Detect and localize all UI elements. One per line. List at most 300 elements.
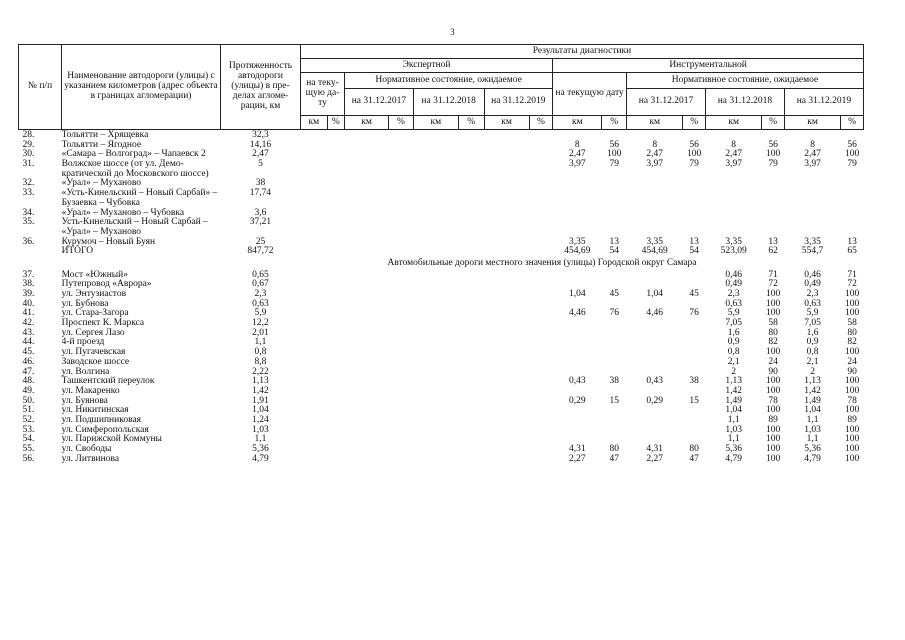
road-name: Курумоч – Новый Буян	[61, 236, 156, 247]
table-row	[19, 455, 864, 465]
row-number: 30.	[22, 149, 35, 160]
row-number: 28.	[22, 130, 35, 140]
value-pct	[602, 179, 627, 189]
value-pct: 80	[689, 444, 699, 454]
value-pct	[529, 247, 553, 257]
road-length: 0,65	[252, 269, 269, 280]
value-pct	[458, 406, 484, 416]
value-pct: 100	[845, 424, 860, 435]
value-pct	[602, 338, 627, 348]
row-number: 37.	[22, 269, 35, 280]
value-pct	[841, 179, 864, 189]
table-header	[19, 45, 864, 130]
value-pct: 100	[687, 149, 702, 160]
value-km	[627, 271, 683, 281]
value-km	[300, 377, 327, 387]
value-km: 1,6	[806, 327, 819, 338]
value-pct	[458, 179, 484, 189]
value-km	[300, 300, 327, 310]
value-pct	[389, 179, 414, 189]
row-number: 56.	[22, 453, 35, 464]
road-length: 1,91	[252, 395, 269, 406]
value-km	[627, 209, 683, 219]
value-km	[300, 150, 327, 160]
unit-pct: %	[602, 116, 627, 130]
value-pct	[458, 309, 484, 319]
value-pct: 100	[845, 434, 860, 445]
value-km	[553, 130, 602, 141]
value-pct	[327, 358, 344, 368]
value-km: 3,35	[804, 236, 821, 247]
value-pct	[327, 150, 344, 160]
value-km	[300, 247, 327, 257]
value-pct	[389, 368, 414, 378]
value-km	[413, 271, 458, 281]
value-km	[300, 130, 327, 141]
unit-km: км	[627, 116, 683, 130]
value-pct: 45	[689, 289, 699, 299]
road-name: ул. Энтузиастов	[61, 289, 127, 299]
value-pct	[602, 319, 627, 329]
table-row	[19, 247, 864, 257]
section-row	[19, 257, 864, 271]
value-km: 0,29	[568, 395, 586, 406]
value-km	[300, 338, 327, 348]
value-pct	[389, 300, 414, 310]
value-km: 1,42	[804, 385, 821, 396]
value-km: 1,6	[727, 327, 740, 338]
value-km: 4,31	[646, 444, 664, 454]
value-pct	[458, 368, 484, 378]
value-km: 4,46	[568, 308, 586, 319]
value-km: 2,3	[727, 289, 740, 299]
value-pct	[602, 329, 627, 339]
row-number: 44.	[22, 337, 35, 348]
table-row	[19, 218, 864, 237]
value-km	[300, 406, 327, 416]
value-km: 1,03	[725, 424, 742, 435]
value-pct	[529, 309, 553, 319]
road-length: 1,1	[254, 337, 267, 348]
value-pct	[683, 416, 706, 426]
value-km	[484, 141, 529, 151]
road-name: Путепровод «Аврора»	[61, 279, 152, 290]
value-pct	[327, 218, 344, 237]
value-km	[484, 445, 529, 455]
value-pct	[458, 280, 484, 290]
value-km	[300, 290, 327, 300]
value-km	[484, 150, 529, 160]
value-pct	[762, 130, 785, 141]
value-pct	[458, 387, 484, 397]
value-km	[345, 141, 389, 151]
value-km: 1,1	[727, 414, 740, 425]
unit-km: км	[484, 116, 529, 130]
value-km: 1,1	[806, 434, 819, 445]
value-km	[413, 319, 458, 329]
road-name: Тольятти – Хрящевка	[61, 130, 149, 140]
value-pct	[683, 358, 706, 368]
value-pct	[602, 209, 627, 219]
value-km	[413, 426, 458, 436]
road-name: ул. Бубнова	[61, 298, 109, 309]
value-km	[345, 290, 389, 300]
value-km	[627, 329, 683, 339]
unit-pct: %	[458, 116, 484, 130]
road-length: 2,47	[252, 149, 269, 160]
value-pct: 100	[845, 149, 860, 160]
value-km	[413, 290, 458, 300]
value-pct	[389, 218, 414, 237]
value-km	[413, 160, 458, 179]
value-km	[345, 309, 389, 319]
value-km	[413, 377, 458, 387]
value-pct: 100	[845, 308, 860, 319]
value-pct	[389, 445, 414, 455]
value-km	[484, 271, 529, 281]
value-km	[705, 189, 761, 208]
road-length: 1,04	[252, 405, 269, 416]
value-km	[484, 238, 529, 248]
value-pct	[529, 358, 553, 368]
value-pct	[389, 247, 414, 257]
value-km	[413, 416, 458, 426]
value-km	[413, 189, 458, 208]
value-km	[300, 387, 327, 397]
value-km	[413, 247, 458, 257]
road-length: 0,8	[254, 347, 267, 358]
value-km	[413, 300, 458, 310]
value-km	[484, 406, 529, 416]
value-pct	[529, 218, 553, 237]
value-km	[413, 218, 458, 237]
value-km	[345, 397, 389, 407]
value-km: 7,05	[804, 318, 821, 329]
value-km	[413, 445, 458, 455]
row-number: 49.	[22, 385, 35, 396]
value-pct	[529, 319, 553, 329]
value-km	[300, 209, 327, 219]
value-km	[300, 358, 327, 368]
value-km	[413, 455, 458, 465]
value-pct	[602, 426, 627, 436]
table-row	[19, 160, 864, 179]
value-km	[413, 141, 458, 151]
value-km	[484, 218, 529, 237]
value-km: 1,42	[725, 385, 742, 396]
value-pct: 100	[845, 405, 860, 416]
value-km	[300, 280, 327, 290]
value-pct	[683, 130, 706, 141]
road-length: 2,01	[252, 327, 269, 338]
road-name: Мост «Южный»	[61, 269, 128, 280]
value-pct	[458, 319, 484, 329]
value-pct: 38	[609, 376, 619, 387]
value-km	[484, 280, 529, 290]
value-pct	[458, 455, 484, 465]
value-km: 8	[652, 139, 658, 150]
value-pct	[529, 426, 553, 436]
value-km: 5,36	[725, 444, 742, 454]
value-km	[413, 238, 458, 248]
results-header: Результаты диагностики	[300, 45, 863, 59]
value-pct	[389, 309, 414, 319]
road-name: ул. Стара-Загора	[61, 308, 129, 319]
value-pct	[327, 290, 344, 300]
value-km: 1,1	[727, 434, 740, 445]
value-km: 0,43	[568, 376, 586, 387]
value-km	[553, 329, 602, 339]
value-pct	[327, 300, 344, 310]
value-pct	[458, 160, 484, 179]
value-pct	[327, 247, 344, 257]
road-name: Волжское шоссе (от ул. Демо-кратической до Московского шоссе)	[61, 159, 209, 179]
instrumental-current-header: на текущую дату	[553, 73, 627, 116]
value-pct	[389, 290, 414, 300]
value-pct	[389, 150, 414, 160]
value-pct	[683, 338, 706, 348]
value-pct: 72	[768, 279, 778, 290]
value-pct	[327, 338, 344, 348]
value-pct	[389, 358, 414, 368]
value-km	[345, 387, 389, 397]
value-pct	[389, 416, 414, 426]
value-pct: 38	[689, 376, 699, 387]
value-km: 5,9	[727, 308, 740, 319]
value-pct	[327, 455, 344, 465]
section-title: Автомобильные дороги местного значения (улицы) Городской округ Самара	[387, 257, 697, 268]
value-km	[484, 247, 529, 257]
value-pct	[458, 290, 484, 300]
value-pct	[683, 348, 706, 358]
value-km: 0,8	[727, 347, 740, 358]
value-km: 1,1	[806, 414, 819, 425]
value-pct	[327, 445, 344, 455]
expert-2017-header: на 31.12.2017	[345, 89, 414, 116]
value-pct: 71	[768, 269, 778, 280]
value-km: 554,7	[801, 246, 824, 257]
value-km	[345, 435, 389, 445]
road-length: 1,1	[254, 434, 267, 445]
value-pct: 80	[768, 327, 778, 338]
value-km: 0,46	[725, 269, 742, 280]
value-pct	[327, 319, 344, 329]
value-km	[484, 290, 529, 300]
value-pct	[602, 348, 627, 358]
value-km	[345, 150, 389, 160]
value-pct	[458, 426, 484, 436]
value-km: 2,27	[568, 453, 586, 464]
value-km	[553, 358, 602, 368]
value-pct	[327, 406, 344, 416]
road-name: «Самара – Волгоград» – Чапаевск 2	[61, 149, 206, 160]
value-km: 0,29	[646, 395, 664, 406]
value-km	[484, 348, 529, 358]
value-km: 1,03	[804, 424, 821, 435]
value-pct	[529, 338, 553, 348]
value-pct: 100	[607, 149, 622, 160]
value-pct: 56	[609, 139, 619, 150]
value-pct	[389, 271, 414, 281]
value-km: 2,47	[646, 149, 664, 160]
value-pct	[327, 435, 344, 445]
value-pct: 13	[847, 236, 857, 247]
value-km	[553, 271, 602, 281]
value-km	[345, 358, 389, 368]
value-km	[345, 426, 389, 436]
value-pct: 100	[845, 444, 860, 454]
value-km: 3,97	[804, 159, 821, 170]
value-km	[300, 141, 327, 151]
value-km	[345, 218, 389, 237]
value-pct	[602, 218, 627, 237]
value-km	[300, 426, 327, 436]
value-pct: 100	[765, 298, 781, 309]
value-km	[345, 455, 389, 465]
value-km	[345, 247, 389, 257]
road-length: 37,21	[249, 217, 272, 228]
value-pct	[458, 141, 484, 151]
instrumental-normative-header: Нормативное состояние, ожидаемое	[627, 73, 864, 89]
value-km	[705, 130, 761, 141]
value-pct: 13	[768, 236, 778, 247]
row-number: 47.	[22, 366, 35, 377]
value-km	[484, 358, 529, 368]
instrumental-2018-header: на 31.12.2018	[705, 89, 784, 116]
value-pct: 54	[689, 246, 699, 257]
instrumental-header: Инструментальной	[553, 59, 864, 73]
value-km	[627, 416, 683, 426]
value-pct: 100	[765, 289, 781, 299]
value-pct: 58	[847, 318, 857, 329]
value-pct: 82	[768, 337, 778, 348]
value-km	[413, 150, 458, 160]
value-km: 8	[810, 139, 815, 150]
value-pct	[529, 445, 553, 455]
value-km	[484, 455, 529, 465]
value-km	[553, 218, 602, 237]
value-km	[553, 406, 602, 416]
value-km: 0,49	[804, 279, 821, 290]
value-pct	[327, 209, 344, 219]
value-pct: 47	[689, 453, 699, 464]
road-length: 847,72	[247, 246, 274, 257]
road-name: ул. Буянова	[61, 395, 108, 406]
table-row	[19, 189, 864, 208]
value-km: 0,46	[804, 269, 821, 280]
value-km	[627, 426, 683, 436]
value-pct	[529, 238, 553, 248]
value-pct	[529, 416, 553, 426]
value-pct: 47	[609, 453, 619, 464]
value-pct	[529, 377, 553, 387]
value-km	[553, 348, 602, 358]
row-number: 40.	[22, 298, 35, 309]
value-pct	[327, 387, 344, 397]
value-pct	[529, 329, 553, 339]
value-km: 3,35	[725, 236, 742, 247]
value-km	[484, 209, 529, 219]
value-km: 0,63	[804, 298, 821, 309]
road-length: 2,22	[252, 366, 269, 377]
unit-km: км	[553, 116, 602, 130]
value-km	[300, 319, 327, 329]
value-km	[627, 218, 683, 237]
row-number: 38.	[22, 279, 35, 290]
value-km	[627, 179, 683, 189]
value-km	[484, 329, 529, 339]
value-km	[484, 309, 529, 319]
expert-2019-header: на 31.12.2019	[484, 89, 553, 116]
road-name: ул. Макаренко	[61, 385, 120, 396]
value-pct	[602, 189, 627, 208]
value-pct: 100	[765, 385, 781, 396]
value-pct	[841, 218, 864, 237]
value-km	[627, 189, 683, 208]
value-km: 2,47	[804, 149, 821, 160]
road-length: 32,3	[252, 130, 269, 140]
value-pct: 80	[847, 327, 857, 338]
value-pct	[529, 130, 553, 141]
unit-pct: %	[529, 116, 553, 130]
unit-km: км	[784, 116, 840, 130]
section-spacer	[19, 257, 221, 271]
value-pct	[602, 416, 627, 426]
value-pct: 65	[847, 246, 857, 257]
value-pct	[458, 358, 484, 368]
row-number: 51.	[22, 405, 35, 416]
table-row	[19, 358, 864, 368]
value-pct	[389, 209, 414, 219]
value-pct: 76	[609, 308, 619, 319]
value-km	[300, 445, 327, 455]
road-length: 17,74	[249, 188, 272, 199]
road-length: 3,6	[254, 207, 267, 218]
value-pct: 54	[609, 246, 619, 257]
value-pct: 62	[768, 246, 778, 257]
value-pct	[529, 300, 553, 310]
value-km	[553, 189, 602, 208]
value-pct	[389, 130, 414, 141]
value-km	[300, 271, 327, 281]
value-pct	[841, 209, 864, 219]
value-km: 454,69	[641, 246, 668, 257]
value-km: 1,04	[804, 405, 821, 416]
value-pct: 58	[768, 318, 778, 329]
value-km: 1,04	[725, 405, 742, 416]
value-pct	[389, 238, 414, 248]
value-pct	[389, 406, 414, 416]
value-pct	[327, 189, 344, 208]
value-pct	[683, 426, 706, 436]
value-pct: 15	[689, 395, 699, 406]
value-pct	[458, 209, 484, 219]
value-km	[705, 209, 761, 219]
road-length: 25	[255, 236, 266, 247]
value-km	[300, 189, 327, 208]
unit-pct: %	[841, 116, 864, 130]
unit-km: км	[705, 116, 761, 130]
value-km: 1,04	[646, 289, 664, 299]
road-length: 14,16	[249, 139, 272, 150]
row-number: 54.	[22, 434, 35, 445]
value-pct	[389, 435, 414, 445]
value-km: 0,43	[646, 376, 664, 387]
value-km	[345, 445, 389, 455]
value-km	[553, 416, 602, 426]
value-pct	[458, 130, 484, 141]
value-km	[345, 329, 389, 339]
